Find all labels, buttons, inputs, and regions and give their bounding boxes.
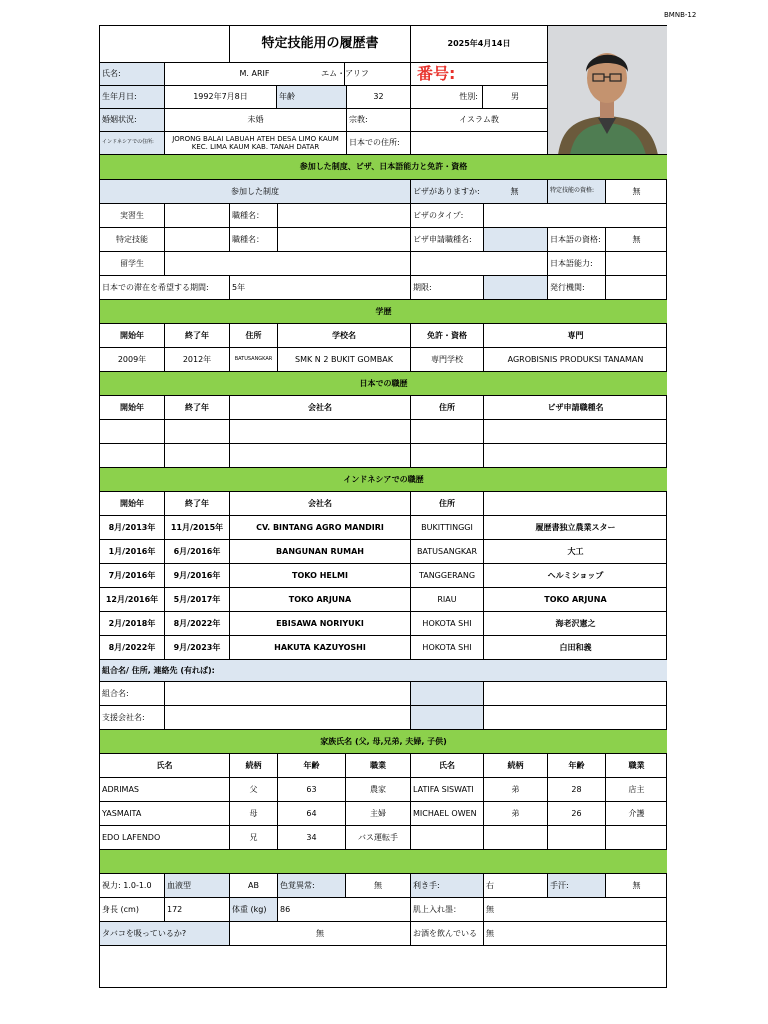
tattoo-value: 無 <box>484 898 667 922</box>
address-value: JORONG BALAI LABUAH ATEH DESA LIMO KAUM KEC. LIMA KAUM KAB. TANAH DATAR <box>165 132 347 155</box>
support-extra <box>411 706 484 730</box>
form-date: 2025年4月14日 <box>411 26 548 63</box>
jw-cell <box>484 444 667 468</box>
visa-job-value <box>484 228 548 252</box>
jp-ability-label: 日本語能力: <box>548 252 606 276</box>
student-value <box>165 252 411 276</box>
job2-value <box>278 228 411 252</box>
iw-cell: RIAU <box>411 588 484 612</box>
marital-label: 婚姻状況: <box>100 109 165 132</box>
union-extra <box>411 682 484 706</box>
blood-value: AB <box>230 874 278 898</box>
edu-header: 学校名 <box>278 324 411 348</box>
family-cell: 弟 <box>484 778 548 802</box>
jw-cell <box>411 444 484 468</box>
family-cell: 店主 <box>606 778 667 802</box>
section-blank-bar <box>100 850 667 874</box>
jp-ability-value <box>606 252 667 276</box>
support-label: 支援会社名: <box>100 706 165 730</box>
name-label: 氏名: <box>100 63 165 86</box>
jw-cell <box>484 420 667 444</box>
section-qualifications-title: 参加した制度、ビザ、日本語能力と免許・資格 <box>100 155 667 180</box>
skill-qual-label: 特定技能の資格: <box>548 180 606 204</box>
iw-header: 終了年 <box>165 492 230 516</box>
blank-cell <box>100 26 230 63</box>
iw-cell: BATUSANGKAR <box>411 540 484 564</box>
sex-value: 男 <box>483 86 548 109</box>
specified-label: 特定技能 <box>100 228 165 252</box>
jw-cell <box>411 420 484 444</box>
family-cell: 農家 <box>346 778 411 802</box>
jw-cell <box>165 444 230 468</box>
iw-cell: HOKOTA SHI <box>411 636 484 660</box>
iw-cell: 海老沢憲之 <box>484 612 667 636</box>
jp-address-label: 日本での住所: <box>347 132 411 155</box>
support-extra2 <box>484 706 667 730</box>
jw-header: ビザ申請職種名 <box>484 396 667 420</box>
iw-cell: BUKITTINGGI <box>411 516 484 540</box>
iw-header: 住所 <box>411 492 484 516</box>
union-value <box>165 682 411 706</box>
jw-cell <box>230 444 411 468</box>
iw-cell: 2月/2018年 <box>100 612 165 636</box>
edu-cell: 専門学校 <box>411 348 484 372</box>
name-kana: エム・アリフ <box>280 63 411 86</box>
jw-header: 終了年 <box>165 396 230 420</box>
family-cell <box>606 826 667 850</box>
form-title: 特定技能用の履歴書 <box>230 26 411 63</box>
resume-form <box>99 25 667 988</box>
visa-answer: 無 <box>482 180 548 204</box>
section-indonesia-work-title: インドネシアでの職歴 <box>100 468 667 492</box>
color-value: 無 <box>346 874 411 898</box>
edu-cell: 2009年 <box>100 348 165 372</box>
family-header: 氏名 <box>100 754 230 778</box>
iw-cell: HOKOTA SHI <box>411 612 484 636</box>
name-value: M. ARIF <box>165 63 345 86</box>
issuer-label: 発行機関: <box>548 276 606 300</box>
visa-type-label: ビザのタイプ: <box>411 204 484 228</box>
iw-cell: 9月/2023年 <box>165 636 230 660</box>
family-cell <box>484 826 548 850</box>
iw-cell: TOKO ARJUNA <box>230 588 411 612</box>
color-label: 色覚異常: <box>278 874 346 898</box>
family-cell: MICHAEL OWEN <box>411 802 484 826</box>
family-cell: 34 <box>278 826 346 850</box>
number-label: 番号: <box>411 63 548 86</box>
iw-cell: 8月/2022年 <box>165 612 230 636</box>
student-extra <box>411 252 548 276</box>
visa-type-value <box>484 204 667 228</box>
marital-value: 未婚 <box>165 109 347 132</box>
photo-svg <box>548 26 667 155</box>
edu-header: 免許・資格 <box>411 324 484 348</box>
jw-cell <box>100 444 165 468</box>
tattoo-label: 肌上入れ墨： <box>411 898 484 922</box>
family-header: 続柄 <box>484 754 548 778</box>
drink-label: お酒を飲んでいる <box>411 922 484 946</box>
job1-value <box>278 204 411 228</box>
weight-value: 86 <box>278 898 411 922</box>
sweat-value: 無 <box>606 874 667 898</box>
iw-cell: 12月/2016年 <box>100 588 165 612</box>
iw-header: 会社名 <box>230 492 411 516</box>
visa-question: ビザがありますか: <box>411 180 513 204</box>
iw-cell: CV. BINTANG AGRO MANDIRI <box>230 516 411 540</box>
union-title: 組合名/ 住所, 連絡先 (有れば): <box>100 660 667 682</box>
blood-label: 血液型 <box>165 874 230 898</box>
birth-label: 生年月日: <box>100 86 165 109</box>
jp-qual-value: 無 <box>606 228 667 252</box>
program-label: 参加した制度 <box>100 180 411 204</box>
iw-cell: EBISAWA NORIYUKI <box>230 612 411 636</box>
edu-cell: 2012年 <box>165 348 230 372</box>
trainee-label: 実習生 <box>100 204 165 228</box>
smoke-value: 無 <box>230 922 411 946</box>
iw-header <box>484 492 667 516</box>
edu-cell: BATUSANGKAR <box>230 348 278 372</box>
weight-label: 体重 (kg) <box>230 898 278 922</box>
iw-header: 開始年 <box>100 492 165 516</box>
jw-cell <box>100 420 165 444</box>
family-header: 続柄 <box>230 754 278 778</box>
iw-cell: 白田和義 <box>484 636 667 660</box>
support-value <box>165 706 411 730</box>
period-value: 5年 <box>230 276 411 300</box>
drink-value: 無 <box>484 922 667 946</box>
family-cell: EDO LAFENDO <box>100 826 230 850</box>
section-japan-work-title: 日本での職歴 <box>100 372 667 396</box>
birth-value: 1992年7月8日 <box>165 86 277 109</box>
job1-label: 職種名： <box>230 204 278 228</box>
edu-header: 終了年 <box>165 324 230 348</box>
family-cell: 64 <box>278 802 346 826</box>
iw-cell: 8月/2013年 <box>100 516 165 540</box>
family-cell: 63 <box>278 778 346 802</box>
height-label: 身長 (cm) <box>100 898 165 922</box>
iw-cell: TOKO ARJUNA <box>484 588 667 612</box>
section-education-title: 学歴 <box>100 300 667 324</box>
smoke-label: タバコを吸っているか? <box>100 922 230 946</box>
edu-cell: SMK N 2 BUKIT GOMBAK <box>278 348 411 372</box>
iw-cell: BANGUNAN RUMAH <box>230 540 411 564</box>
jw-header: 会社名 <box>230 396 411 420</box>
jp-address-value <box>411 132 548 155</box>
family-cell: YASMAITA <box>100 802 230 826</box>
family-header: 職業 <box>606 754 667 778</box>
issuer-value <box>606 276 667 300</box>
address-label: インドネシアでの住所: <box>100 132 165 155</box>
iw-cell: HAKUTA KAZUYOSHI <box>230 636 411 660</box>
family-cell <box>411 826 484 850</box>
iw-cell: 11月/2015年 <box>165 516 230 540</box>
iw-cell: 1月/2016年 <box>100 540 165 564</box>
family-cell: 弟 <box>484 802 548 826</box>
family-cell: 父 <box>230 778 278 802</box>
family-cell: 主婦 <box>346 802 411 826</box>
family-header: 年齢 <box>548 754 606 778</box>
jw-cell <box>230 420 411 444</box>
family-cell: 介護 <box>606 802 667 826</box>
edu-header: 開始年 <box>100 324 165 348</box>
family-cell: LATIFA SISWATI <box>411 778 484 802</box>
sex-label: 性別: <box>411 86 483 109</box>
family-header: 年齢 <box>278 754 346 778</box>
hand-label: 利き手: <box>411 874 484 898</box>
visa-job-label: ビザ申請職種名: <box>411 228 484 252</box>
iw-cell: 6月/2016年 <box>165 540 230 564</box>
iw-cell: 大工 <box>484 540 667 564</box>
vision-label: 視力: 1.0-1.0 <box>100 874 165 898</box>
union-label: 組合名: <box>100 682 165 706</box>
student-label: 留学生 <box>100 252 165 276</box>
term-value <box>484 276 548 300</box>
jw-cell <box>165 420 230 444</box>
iw-cell: 5月/2017年 <box>165 588 230 612</box>
skill-qual-value: 無 <box>606 180 667 204</box>
family-cell: バス運転手 <box>346 826 411 850</box>
jw-header: 住所 <box>411 396 484 420</box>
iw-cell: 8月/2022年 <box>100 636 165 660</box>
religion-value: イスラム教 <box>411 109 548 132</box>
section-family-title: 家族氏名 (父, 母,兄弟, 夫婦, 子供) <box>100 730 667 754</box>
person-photo-icon <box>548 26 667 155</box>
form-code: BMNB-12 <box>664 11 697 19</box>
period-label: 日本での滞在を希望する期間: <box>100 276 230 300</box>
term-label: 期限: <box>411 276 484 300</box>
iw-cell: TOKO HELMI <box>230 564 411 588</box>
jp-qual-label: 日本語の資格: <box>548 228 606 252</box>
family-cell: 28 <box>548 778 606 802</box>
hand-value: 右 <box>484 874 548 898</box>
family-cell: 母 <box>230 802 278 826</box>
family-header: 氏名 <box>411 754 484 778</box>
iw-cell: 7月/2016年 <box>100 564 165 588</box>
union-extra2 <box>484 682 667 706</box>
age-value: 32 <box>347 86 411 109</box>
iw-cell: TANGGERANG <box>411 564 484 588</box>
family-cell: ADRIMAS <box>100 778 230 802</box>
edu-header: 住所 <box>230 324 278 348</box>
sweat-label: 手汗: <box>548 874 606 898</box>
religion-label: 宗教: <box>347 109 411 132</box>
jw-header: 開始年 <box>100 396 165 420</box>
iw-cell: 履歴書独立農業スター <box>484 516 667 540</box>
iw-cell: 9月/2016年 <box>165 564 230 588</box>
family-cell: 26 <box>548 802 606 826</box>
trainee-value <box>165 204 230 228</box>
specified-value <box>165 228 230 252</box>
edu-cell: AGROBISNIS PRODUKSI TANAMAN <box>484 348 667 372</box>
job2-label: 職種名： <box>230 228 278 252</box>
family-header: 職業 <box>346 754 411 778</box>
family-cell <box>548 826 606 850</box>
family-cell: 兄 <box>230 826 278 850</box>
iw-cell: ヘルミショップ <box>484 564 667 588</box>
height-value: 172 <box>165 898 230 922</box>
edu-header: 専門 <box>484 324 667 348</box>
age-label: 年齢 <box>277 86 347 109</box>
